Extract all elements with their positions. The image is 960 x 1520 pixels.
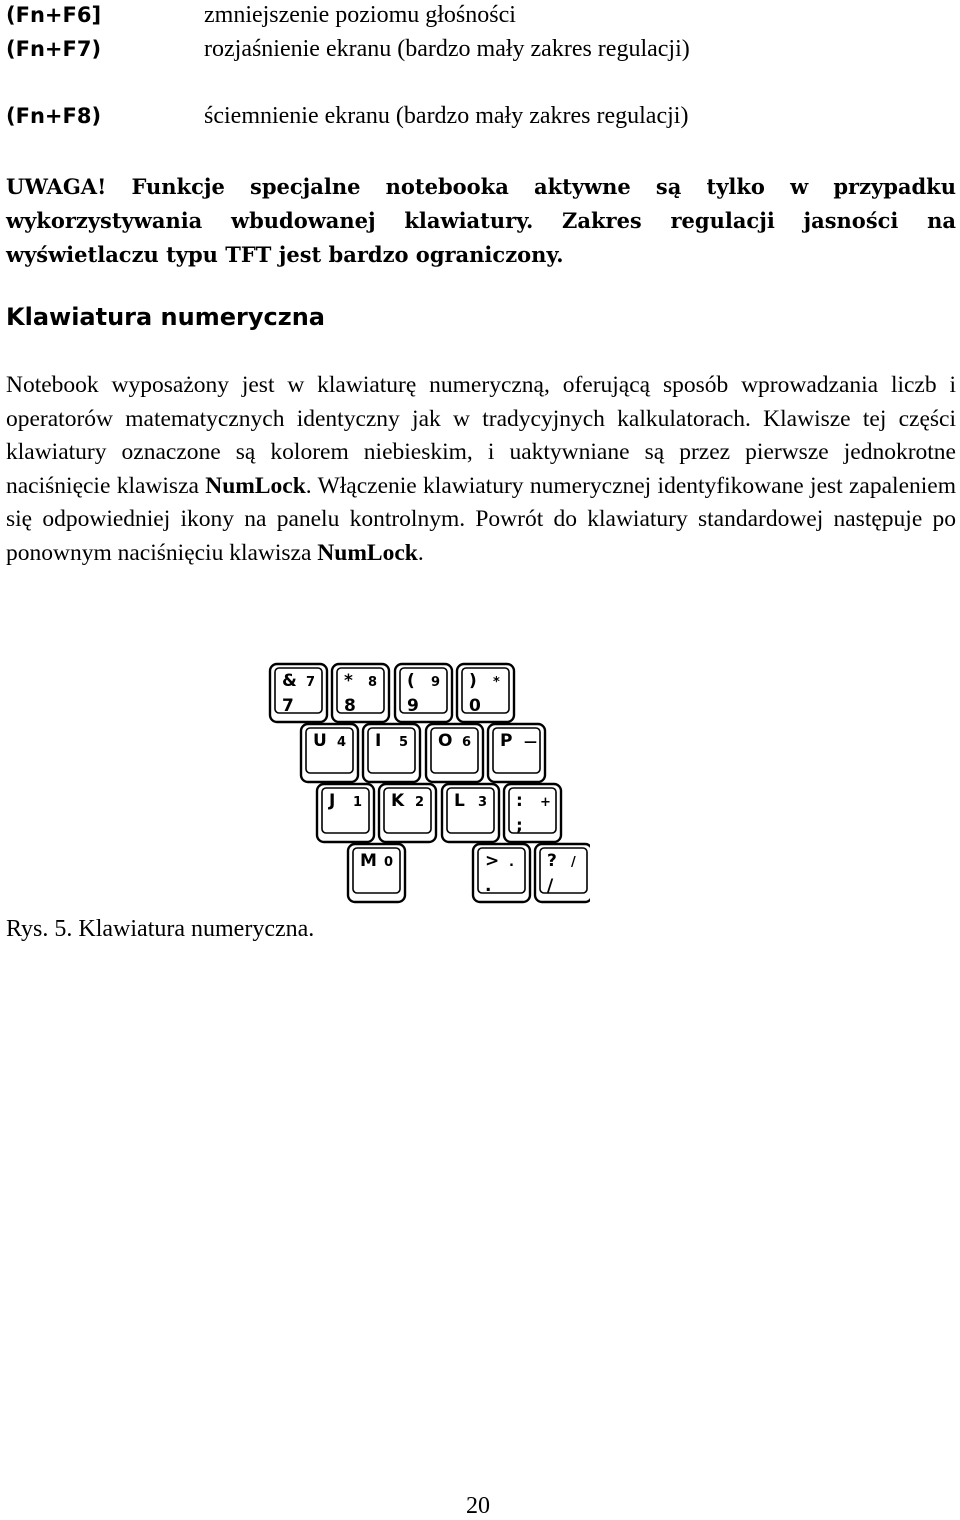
keypad-key-label-bottom-left: 9 xyxy=(407,696,419,716)
keypad-key-label-top-right: 3 xyxy=(478,795,488,810)
keypad-key-label-top-left: K xyxy=(391,791,405,811)
keypad-key-label-top-right: 7 xyxy=(306,675,316,690)
keypad-key xyxy=(332,664,389,722)
keypad-key xyxy=(442,784,499,842)
keypad-key-label-top-right: 6 xyxy=(462,735,472,750)
numeric-keypad-illustration xyxy=(265,660,590,908)
warning-note: UWAGA! Funkcje specjalne notebooka aktywne są tylko w przypadku wykorzystywania wbudowanej klawiatury. Zakres regulacji jasności na wyświetlaczu typu TFT jest bardzo ograniczony. xyxy=(6,174,956,267)
keypad-key xyxy=(457,664,514,722)
keypad-key xyxy=(395,664,452,722)
keypad-key-label-top-left: * xyxy=(344,671,353,691)
keypad-key-label-bottom-left: 8 xyxy=(344,696,356,716)
keypad-key-label-top-left: O xyxy=(438,731,453,751)
keypad-key-label-bottom-left: . xyxy=(485,876,492,896)
keypad-key xyxy=(473,844,530,902)
keypad-key xyxy=(301,724,358,782)
figure-caption: Rys. 5. Klawiatura numeryczna. xyxy=(6,916,315,942)
keypad-key xyxy=(488,724,545,782)
keypad-key-label-top-left: J xyxy=(329,791,336,811)
shortcut-keys-fn-f6: (Fn+F6] xyxy=(6,3,102,27)
keypad-key-label-top-left: I xyxy=(375,731,382,751)
shortcut-keys-fn-f8: (Fn+F8) xyxy=(6,104,102,128)
paragraph-part-1: Notebook wyposażony jest w klawiaturę numeryczną, oferującą sposób wprowadzania liczb i operatorów matematycznych identyczny jak w tradycyjnych kalkulatorach. Klawisze tej części klawiatury oznaczone są kolorem niebieskim, i uaktywniane są przez pierwsze jednokrotne naciśnięcie klawisza xyxy=(6,372,956,499)
keypad-key-label-top-right: * xyxy=(493,675,500,690)
section-heading: Klawiatura numeryczna xyxy=(6,303,325,331)
paragraph-part-3: . xyxy=(417,539,424,566)
shortcut-description-fn-f7: rozjaśnienie ekranu (bardzo mały zakres regulacji) xyxy=(204,36,690,62)
shortcut-description-fn-f6: zmniejszenie poziomu głośności xyxy=(204,2,516,28)
numeric-keypad-figure xyxy=(265,660,590,908)
keypad-key-label-top-right: 5 xyxy=(399,735,409,750)
keypad-key-label-bottom-left: 0 xyxy=(469,696,481,716)
keypad-key-label-bottom-left: 7 xyxy=(282,696,294,716)
page-number: 20 xyxy=(466,1493,490,1519)
keypad-key-label-top-right: / xyxy=(571,855,576,870)
keypad-key-label-top-left: > xyxy=(485,851,500,871)
keypad-key-label-bottom-left: ; xyxy=(516,816,523,836)
keypad-key-label-top-left: ( xyxy=(407,671,415,691)
keypad-key xyxy=(504,784,561,842)
shortcut-description-fn-f8: ściemnienie ekranu (bardzo mały zakres regulacji) xyxy=(204,103,689,129)
keypad-key xyxy=(379,784,436,842)
shortcut-keys-fn-f7: (Fn+F7) xyxy=(6,37,102,61)
keypad-key-label-top-left: U xyxy=(313,731,327,751)
keypad-key-label-top-left: P xyxy=(500,731,513,751)
keypad-key-label-top-right: 9 xyxy=(431,675,441,690)
keypad-key-label-top-left: & xyxy=(282,671,297,691)
keypad-key-label-top-right: 1 xyxy=(353,795,363,810)
keypad-key-label-top-right: 8 xyxy=(368,675,378,690)
paragraph-part-2: . Włączenie klawiatury numerycznej identyfikowane jest zapaleniem się odpowiedniej ikony na panelu kontrolnym. Powrót do klawiatury standardowej następuje po ponownym naciśnięciu klawisza xyxy=(6,472,956,566)
keypad-key-label-top-left: ) xyxy=(469,671,477,691)
numlock-key-name: NumLock xyxy=(317,539,418,566)
keypad-key-label-top-right: 4 xyxy=(337,735,347,750)
keypad-key xyxy=(317,784,374,842)
keypad-key-label-top-right: + xyxy=(540,795,551,810)
keypad-key-label-top-left: M xyxy=(360,851,377,871)
keypad-key xyxy=(535,844,590,902)
keypad-key-label-top-right: 2 xyxy=(415,795,425,810)
keypad-key xyxy=(426,724,483,782)
keypad-key xyxy=(348,844,405,902)
keypad-key-label-top-right: 0 xyxy=(384,855,394,870)
keypad-key-label-top-right: . xyxy=(509,855,514,870)
keypad-key-label-top-left: : xyxy=(516,791,523,811)
keypad-key xyxy=(363,724,420,782)
keypad-key-label-bottom-left: / xyxy=(547,876,554,896)
numlock-key-name: NumLock xyxy=(205,472,306,499)
keypad-key-label-top-right: — xyxy=(524,735,537,750)
numeric-keypad-description xyxy=(6,369,956,570)
keypad-key xyxy=(270,664,327,722)
keypad-key-label-top-left: ? xyxy=(547,851,557,871)
keypad-key-label-top-left: L xyxy=(454,791,465,811)
